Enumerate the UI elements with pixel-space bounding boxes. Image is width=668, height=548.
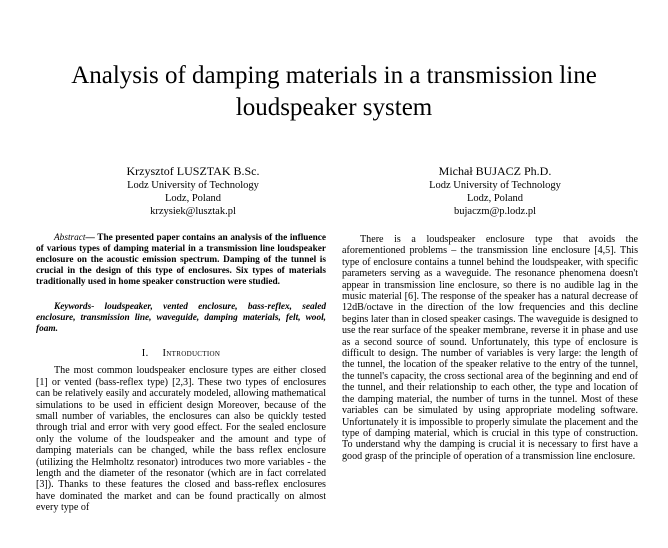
- section-heading: [36, 348, 326, 359]
- author-name: Michał BUJACZ Ph.D.: [438, 164, 552, 178]
- author-location: Lodz, Poland: [165, 193, 221, 204]
- intro-paragraph: The most common loudspeaker enclosure types are either closed [1] or vented (bass-reflex type) [2,3]. These two types of enclosures can be relatively easily and accurately modeled, allowing mathematical simulations to be used in efficient design Moreover, because of the small number of variables, the enclosures can also be quickly tested through trial and error with very good effect. For the sealed enclosure only the volume of the loudspeaker and the amount and type of damping materials can be changed, while the bass reflex enclosure (utilizing the Helmholtz resonator) introduces two more variables - the length and the diameter of the resonator (which are in fact correlated [3]). Thanks to these features the closed and bass-reflex enclosures have dominated the market and can be found practically on almost every type of: [36, 365, 326, 514]
- author-name: Krzysztof LUSZTAK B.Sc.: [126, 164, 260, 178]
- author-block-1: [52, 164, 334, 218]
- author-email: bujaczm@p.lodz.pl: [454, 206, 536, 217]
- paper-title: Analysis of damping materials in a transmission line loudspeaker system: [71, 62, 597, 121]
- abstract: [36, 233, 326, 288]
- left-column: [36, 233, 326, 514]
- keywords: Keywords- loudspeaker, vented enclosure, bass-reflex, sealed enclosure, transmission line, waveguide, damping materials, felt, wool, foam.: [36, 302, 326, 334]
- author-affiliation: Lodz University of Technology: [127, 180, 259, 191]
- section-number: I.: [141, 348, 149, 359]
- right-paragraph: There is a loudspeaker enclosure type that avoids the aforementioned problems – the transmission line enclosure [4,5]. This type of enclosure contains a tunnel behind the loudspeaker, with specific parameters serving as a waveguide. The resonance phenomena doesn't appear in transmission line enclosure, so there is no audible lag in the music material [6]. The response of the speaker has a natural decrease of 12dB/octave in the direction of the low frequencies and this decline begins later than in closed speaker casings. The waveguide is designed to use the rear surface of the speaker membrane, reverse it in phase and use as a second source of sound. Unfortunately, this type of enclosure is difficult to design. The number of variables is very large: the length of the tunnel, the location of the speaker relative to the entry of the tunnel, the tunnel's capacity, the cross sectional area of the beginning and end of the tunnel, and their relationship to each other, the type and location of the damping material, the number of turns in the tunnel. Most of these variables can be simulated by using appropriate modeling software. Unfortunately it is impossible to properly simulate the placement and the type of damping material, which is crucial in this type of construction. To understand why the damping is crucial it is necessary to first have a good grasp of the principle of operation of a transmission line enclosure.: [342, 234, 638, 462]
- abstract-label: Abstract: [54, 233, 86, 243]
- section-title: Introduction: [162, 348, 221, 359]
- author-location: Lodz, Poland: [467, 193, 523, 204]
- abstract-text: — The presented paper contains an analysis of the influence of various types of damping material in a transmission line loudspeaker enclosure on the acoustic emission spectrum. Damping of the tunnel is crucial in the design of this type of enclosures. Six types of materials traditionally used in home speaker construction were studied.: [36, 233, 326, 287]
- author-email: krzysiek@lusztak.pl: [150, 206, 236, 217]
- author-affiliation: Lodz University of Technology: [429, 180, 561, 191]
- right-column: [342, 234, 638, 462]
- author-block-2: [354, 164, 636, 218]
